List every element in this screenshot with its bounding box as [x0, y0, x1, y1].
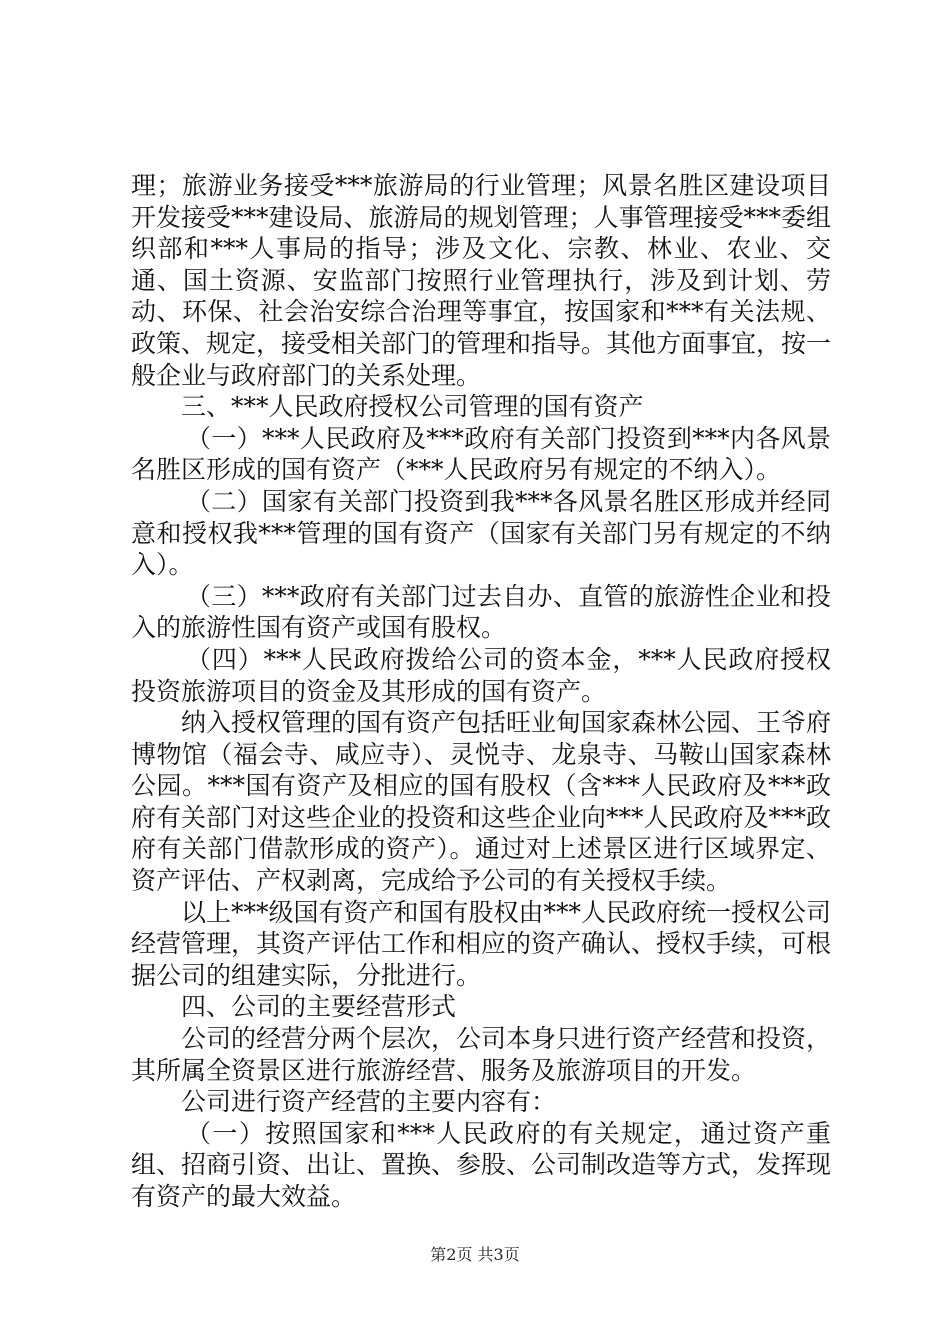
paragraph-assets-authorization: 以上***级国有资产和国有股权由***人民政府统一授权公司经营管理，其资产评估工作和相应的资产确认、授权手续，可根据公司的组建实际，分批进行。	[131, 897, 832, 990]
paragraph-business-content-intro: 公司进行资产经营的主要内容有：	[181, 1087, 557, 1117]
paragraph-business-item-1: （一）按照国家和***人民政府的有关规定，通过资产重组、招商引资、出让、置换、参股、公司制改造等方式，发挥现有资产的最大效益。	[131, 1118, 832, 1211]
paragraph-item-3: （三）***政府有关部门过去自办、直管的旅游性企业和投入的旅游性国有资产或国有股权。	[131, 581, 831, 643]
paragraph-business-levels: 公司的经营分两个层次，公司本身只进行资产经营和投资，其所属全资景区进行旅游经营、服务及旅游项目的开发。	[131, 1024, 832, 1085]
paragraph-item-4: （四）***人民政府拨给公司的资本金，***人民政府授权投资旅游项目的资金及其形成的国有资产。	[131, 644, 831, 706]
page-number: 第2页 共3页	[430, 1245, 520, 1264]
section-heading-3: 三、***人民政府授权公司管理的国有资产	[181, 392, 644, 422]
page-footer	[0, 1245, 950, 1265]
document-body	[131, 170, 831, 1213]
paragraph-continuation: 理；旅游业务接受***旅游局的行业管理；风景名胜区建设项目开发接受***建设局、旅游局的规划管理；人事管理接受***委组织部和***人事局的指导；涉及文化、宗教、林业、农业、交通、国土资源、安监部门按照行业管理执行，涉及到计划、劳动、环保、社会治安综合治理等事宜，按国家和***有关法规、政策、规定，接受相关部门的管理和指导。其他方面事宜，按一般企业与政府部门的关系处理。	[131, 171, 832, 390]
section-heading-4: 四、公司的主要经营形式	[181, 992, 457, 1022]
paragraph-assets-scope: 纳入授权管理的国有资产包括旺业甸国家森林公园、王爷府博物馆（福会寺、咸应寺）、灵悦寺、龙泉寺、马鞍山国家森林公园。***国有资产及相应的国有股权（含***人民政府及***政府有关部门对这些企业的投资和这些企业向***人民政府及***政府有关部门借款形成的资产）。通过对上述景区进行区域界定、资产评估、产权剥离，完成给予公司的有关授权手续。	[131, 708, 832, 896]
paragraph-item-1: （一）***人民政府及***政府有关部门投资到***内各风景名胜区形成的国有资产（***人民政府另有规定的不纳入）。	[131, 423, 831, 485]
paragraph-item-2: （二）国家有关部门投资到我***各风景名胜区形成并经同意和授权我***管理的国有资产（国家有关部门另有规定的不纳入）。	[131, 486, 831, 580]
